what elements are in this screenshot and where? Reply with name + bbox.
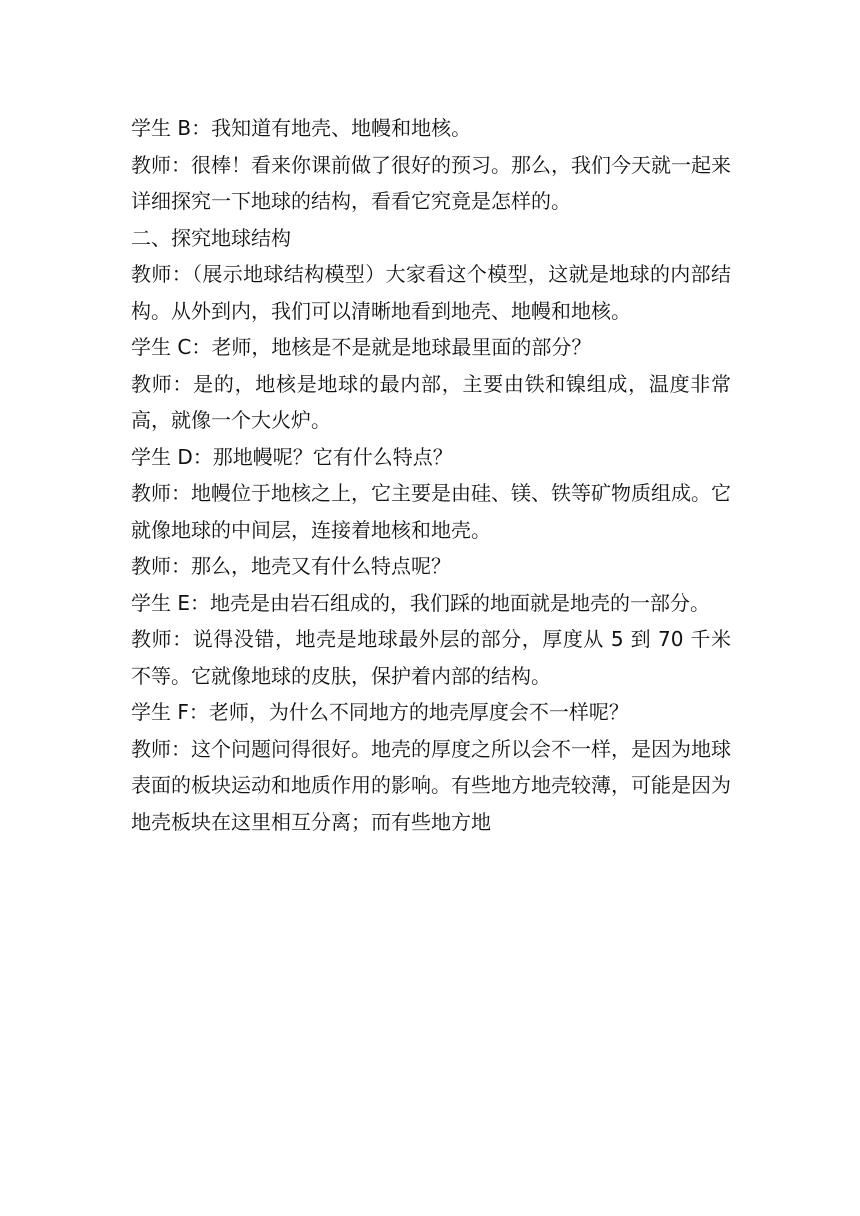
dialogue-teacher-mantle: 教师：地幔位于地核之上，它主要是由硅、镁、铁等矿物质组成。它就像地球的中间层，连接着地核和地壳。 [131,481,731,542]
dialogue-teacher-question: 教师：那么，地壳又有什么特点呢？ [131,554,451,578]
dialogue-teacher-model: 教师：（展示地球结构模型）大家看这个模型，这就是地球的内部结构。从外到内，我们可以清晰地看到地壳、地幔和地核。 [131,262,731,323]
dialogue-teacher-thickness: 教师：这个问题问得很好。地壳的厚度之所以会不一样，是因为地球表面的板块运动和地质作用的影响。有些地方地壳较薄，可能是因为地壳板块在这里相互分离；而有些地方地 [131,736,731,834]
dialogue-student-b: 学生 B：我知道有地壳、地幔和地核。 [131,116,472,140]
dialogue-teacher-core: 教师：是的，地核是地球的最内部，主要由铁和镍组成，温度非常高，就像一个大火炉。 [131,371,731,432]
dialogue-teacher-intro: 教师：很棒！看来你课前做了很好的预习。那么，我们今天就一起来详细探究一下地球的结构，看看它究竟是怎样的。 [131,152,731,213]
dialogue-student-f: 学生 F：老师，为什么不同地方的地壳厚度会不一样呢？ [131,700,629,724]
dialogue-student-d: 学生 D：那地幔呢？它有什么特点？ [131,444,453,469]
dialogue-teacher-crust: 教师：说得没错，地壳是地球最外层的部分，厚度从 5 到 70 千米不等。它就像地球的皮肤，保护着内部的结构。 [131,627,731,688]
section-heading: 二、探究地球结构 [131,225,291,250]
dialogue-student-c: 学生 C：老师，地核是不是就是地球最里面的部分？ [131,335,592,359]
document-body [131,110,731,840]
dialogue-student-e: 学生 E：地壳是由岩石组成的，我们踩的地面就是地壳的一部分。 [131,590,710,615]
